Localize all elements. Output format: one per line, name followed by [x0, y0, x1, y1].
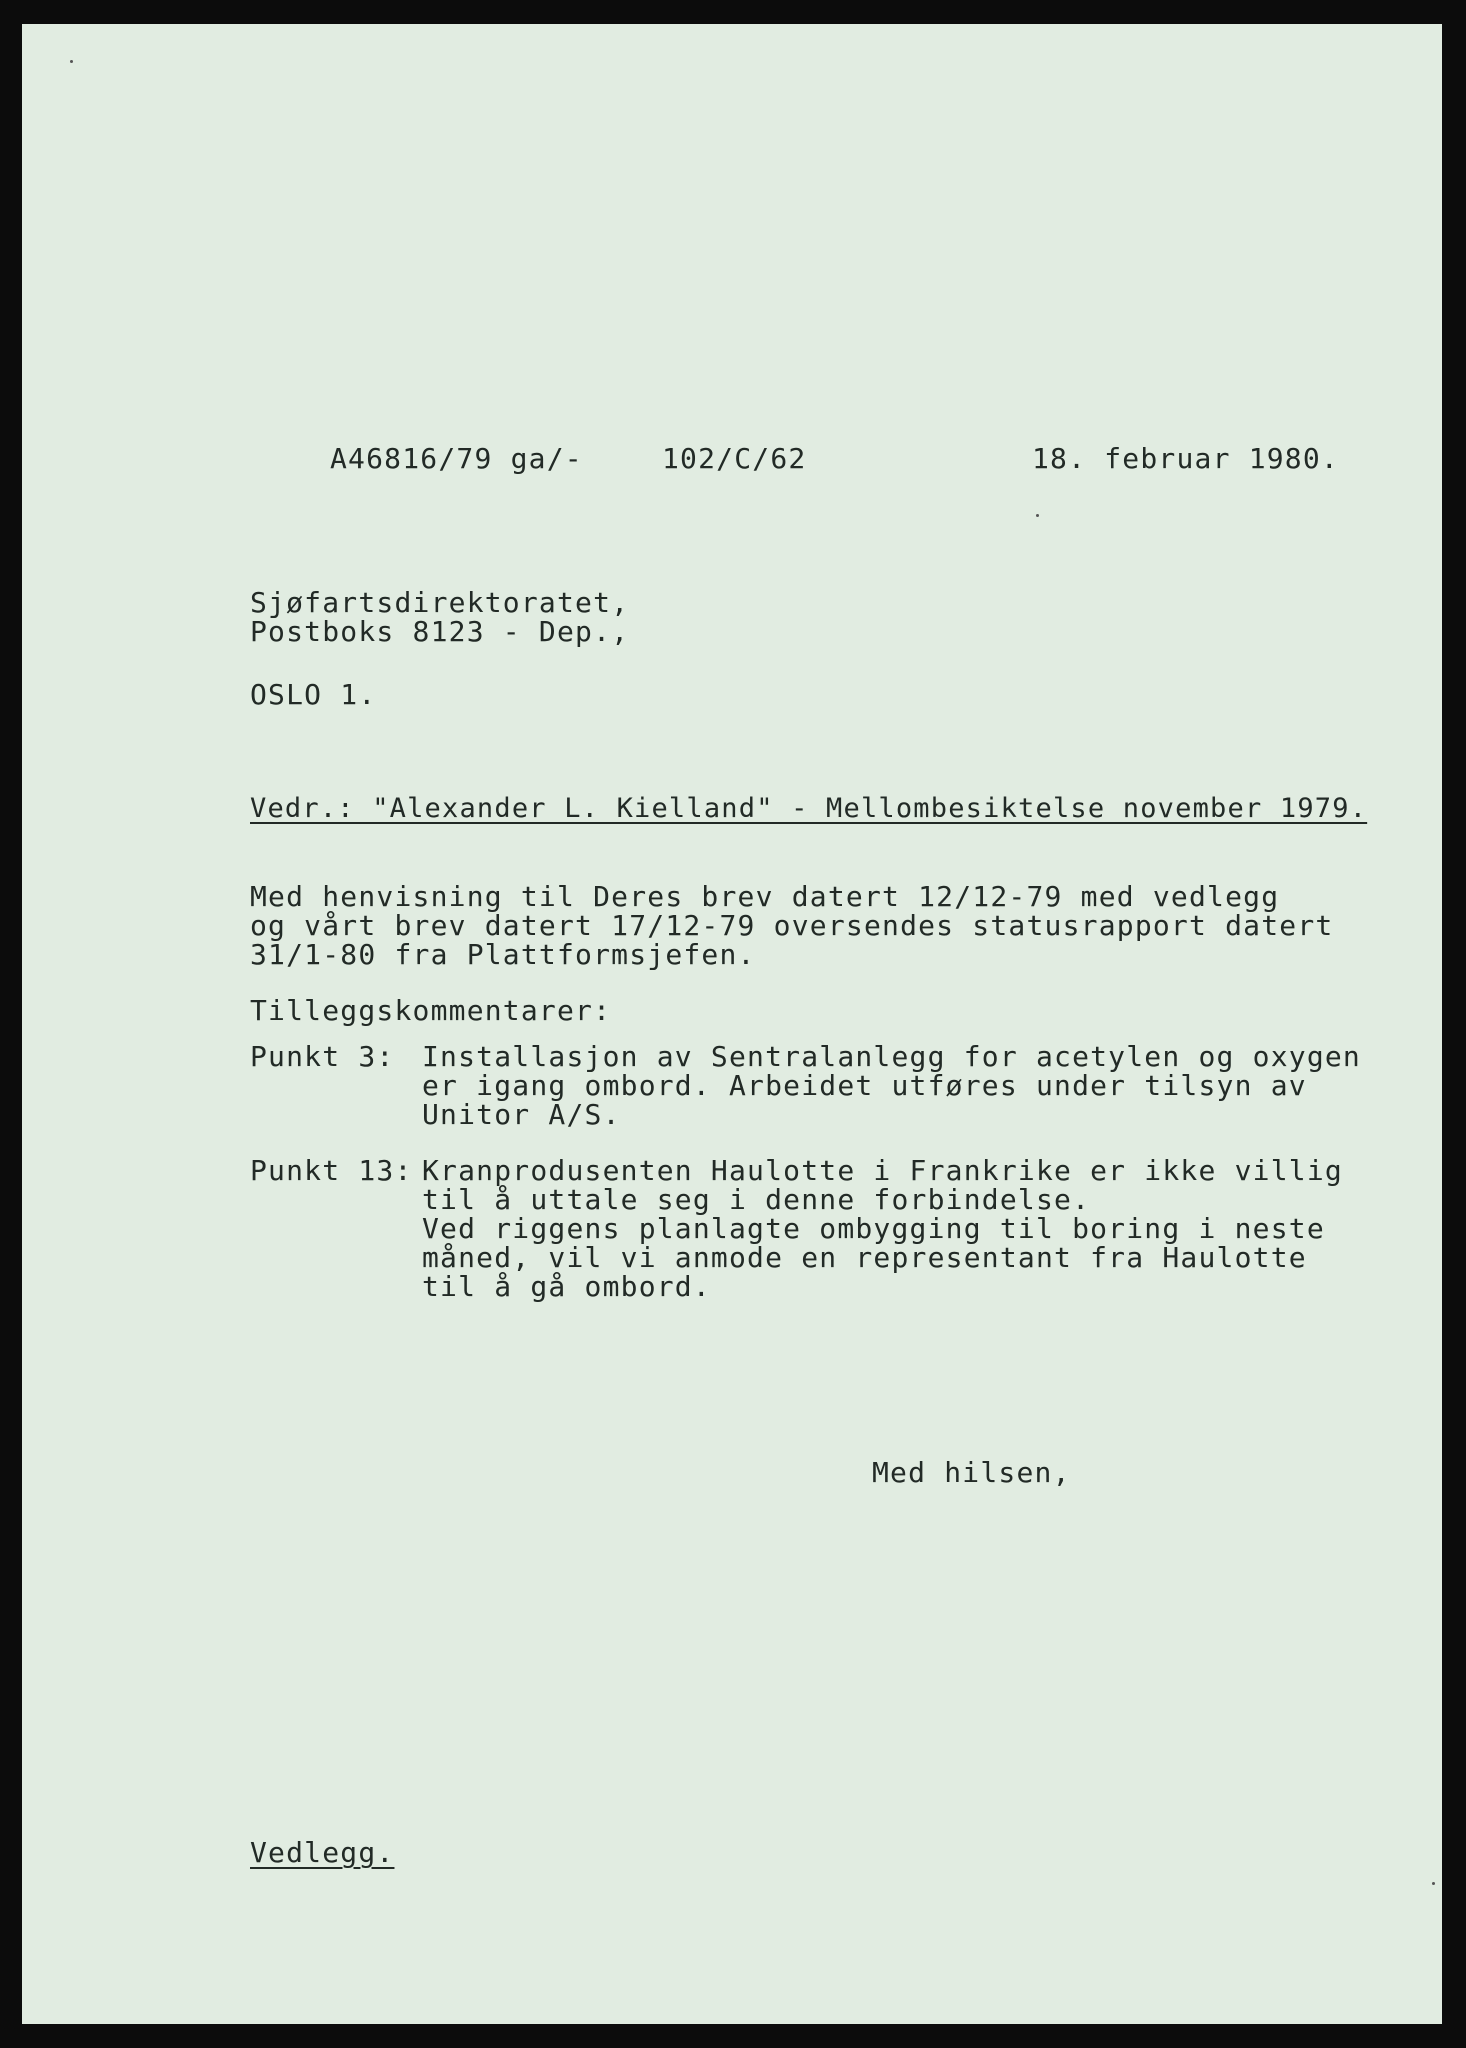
paper-speck: [1036, 514, 1039, 517]
closing-salutation: Med hilsen,: [872, 1456, 1071, 1489]
point-label: Punkt 3:: [250, 1040, 395, 1073]
point-line: Kranprodusenten Haulotte i Frankrike er ikke villig: [422, 1154, 1343, 1187]
point-label: Punkt 13:: [250, 1154, 413, 1187]
letter-page: [22, 24, 1442, 2024]
intro-line: 31/1-80 fra Plattformsjefen.: [250, 938, 756, 971]
point-line: er igang ombord. Arbeidet utføres under tilsyn av: [422, 1069, 1307, 1102]
intro-line: og vårt brev datert 17/12-79 oversendes statusrapport datert: [250, 909, 1334, 942]
intro-paragraph: [250, 882, 1333, 969]
reference-number: A46816/79 ga/-: [330, 442, 583, 475]
recipient-name: Sjøfartsdirektoratet,: [250, 586, 630, 619]
file-code: 102/C/62: [662, 442, 807, 475]
point-text: [422, 1156, 1343, 1301]
point-line: til å gå ombord.: [422, 1270, 711, 1303]
recipient-city: OSLO 1.: [250, 678, 377, 711]
comments-heading: Tilleggskommentarer:: [250, 994, 612, 1027]
paper-speck: [1432, 1882, 1435, 1885]
point-line: Unitor A/S.: [422, 1098, 621, 1131]
paper-speck: [70, 60, 73, 63]
subject-line: Vedr.: "Alexander L. Kielland" - Mellombesiktelse november 1979.: [250, 793, 1368, 824]
letter-date: 18. februar 1980.: [1032, 442, 1339, 475]
point-text: [422, 1042, 1361, 1129]
point-line: måned, vil vi anmode en representant fra Haulotte: [422, 1241, 1307, 1274]
enclosure-label: Vedlegg.: [250, 1836, 395, 1869]
point-line: Installasjon av Sentralanlegg for acetylen og oxygen: [422, 1040, 1361, 1073]
point-line: Ved riggens planlagte ombygging til boring i neste: [422, 1212, 1325, 1245]
recipient-postbox: Postboks 8123 - Dep.,: [250, 615, 630, 648]
point-line: til å uttale seg i denne forbindelse.: [422, 1183, 1091, 1216]
intro-line: Med henvisning til Deres brev datert 12/12-79 med vedlegg: [250, 880, 1280, 913]
